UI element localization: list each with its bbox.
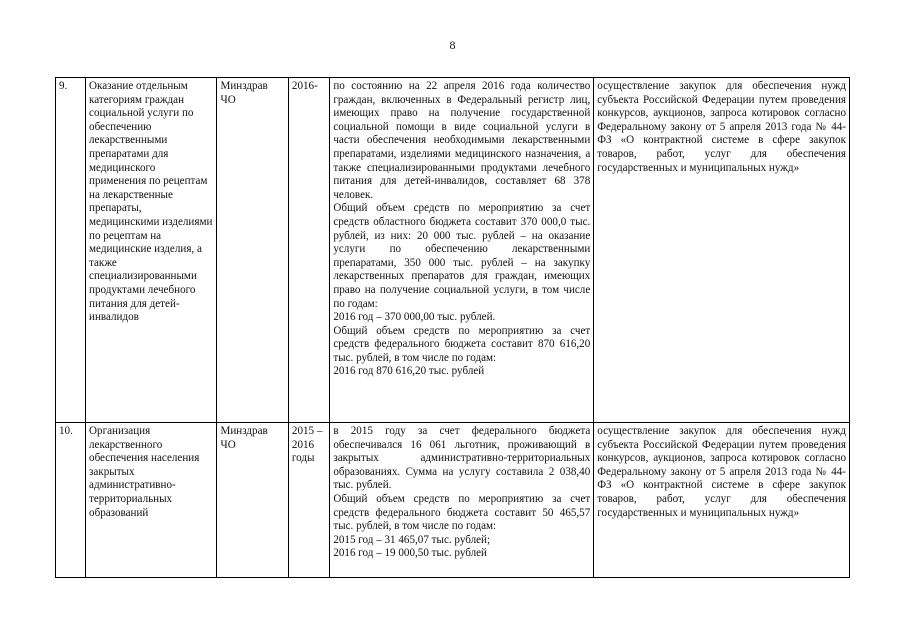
period: 2015 – 2016 годы	[288, 423, 329, 578]
executor: Минздрав ЧО	[217, 423, 288, 578]
event-name: Организация лекарственного обеспечения населения закрытых административно-территориальных образований	[86, 423, 217, 578]
table-row	[56, 78, 850, 423]
indicator-paragraph: Общий объем средств по мероприятию за счет средств федерального бюджета составит 50 465,57 тыс. рублей, в том числе по годам:	[333, 492, 591, 533]
row-number: 9.	[56, 78, 86, 423]
mechanism: осуществление закупок для обеспечения нужд субъекта Российской Федерации путем проведения конкурсов, аукционов, запроса котировок согласно Федеральному закону от 5 апреля 2013 года № 44-ФЗ «О контрактной системе в сфере закупок товаров, работ, услуг для обеспечения государственных и муниципальных нужд»	[594, 78, 850, 423]
indicator-cell	[330, 78, 594, 423]
indicator-cell	[330, 423, 594, 578]
indicator-paragraph: Общий объем средств по мероприятию за счет средств федерального бюджета составит 870 616,20 тыс. рублей, в том числе по годам:	[333, 324, 591, 364]
program-table	[55, 77, 850, 578]
indicator-paragraph: Общий объем средств по мероприятию за счет средств областного бюджета составит 370 000,0 тыс. рублей, из них: 20 000 тыс. рублей – на оказание услуги по обеспечению лекарственными препаратами, 350 000 тыс. рублей – на закупку лекарственных препаратов для граждан, имеющих право на получение социальной услуги, в том числе по годам:	[333, 202, 591, 310]
mechanism: осуществление закупок для обеспечения нужд субъекта Российской Федерации путем проведения конкурсов, аукционов, запроса котировок согласно Федеральному закону от 5 апреля 2013 года № 44-ФЗ «О контрактной системе в сфере закупок товаров, работ, услуг для обеспечения государственных и муниципальных нужд»	[594, 423, 850, 578]
indicator-paragraph: 2015 год – 31 465,07 тыс. рублей;	[333, 533, 491, 546]
table-row	[56, 423, 850, 578]
page-number: 8	[449, 38, 456, 52]
indicator-paragraph: 2016 год – 19 000,50 тыс. рублей	[333, 547, 487, 560]
indicator-paragraph: в 2015 году за счет федерального бюджета обеспечивался 16 061 льготник, проживающий в закрытых административно-территориальных образованиях. Сумма на услугу составила 2 038,40 тыс. рублей.	[333, 425, 591, 492]
period: 2016-	[288, 78, 329, 423]
event-name: Оказание отдельным категориям граждан социальной услуги по обеспечению лекарственными препаратами для медицинского применения по рецептам на лекарственные препараты, медицинскими изделиями по рецептам на медицинские изделия, а также специализированными продуктами лечебного питания для детей-инвалидов	[86, 78, 217, 423]
row-number: 10.	[56, 423, 86, 578]
indicator-paragraph: по состоянию на 22 апреля 2016 года количество граждан, включенных в Федеральный регистр лиц, имеющих право на получение государственной социальной помощи в виде социальной услуги в части обеспечения необходимыми лекарственными препаратами, изделиями медицинского назначения, а также специализированными продуктами лечебного питания для детей-инвалидов, составляет 68 378 человек.	[333, 80, 591, 201]
indicator-paragraph: 2016 год 870 616,20 тыс. рублей	[333, 365, 485, 378]
indicator-paragraph: 2016 год – 370 000,00 тыс. рублей.	[333, 311, 496, 324]
executor: Минздрав ЧО	[217, 78, 288, 423]
